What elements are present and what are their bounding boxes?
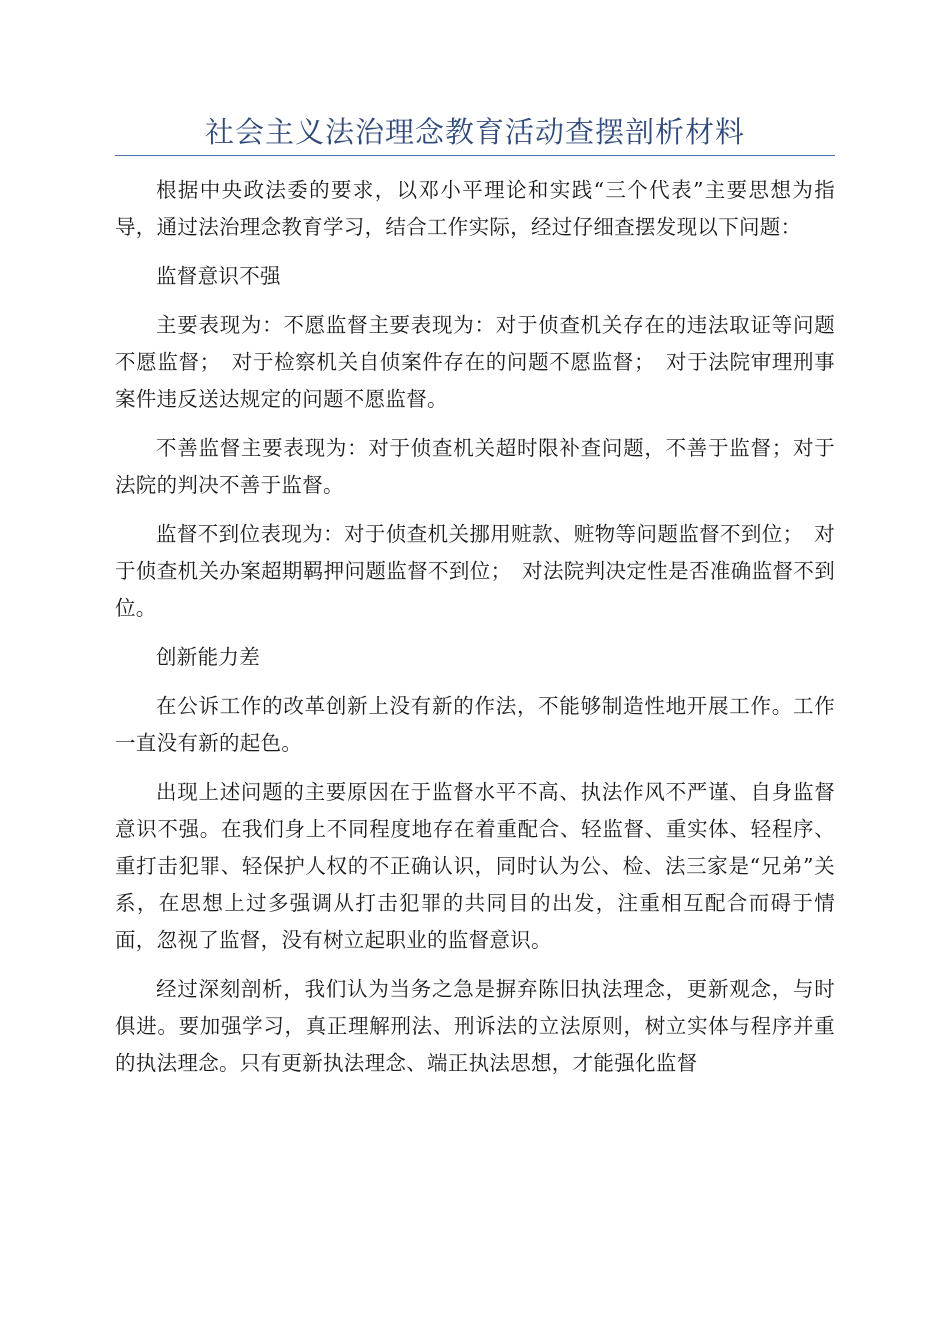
paragraph-inadequate-supervision: 监督不到位表现为：对于侦查机关挪用赃款、赃物等问题监督不到位； 对于侦查机关办案超期羁押问题监督不到位； 对法院判决定性是否准确监督不到位。 [115,522,835,620]
paragraph-causes: 出现上述问题的主要原因在于监督水平不高、执法作风不严谨、自身监督意识不强。在我们身上不同程度地存在着重配合、轻监督、重实体、轻程序、重打击犯罪、轻保护人权的不正确认识，同时认为公、检、法三家是“兄弟”关系，在思想上过多强调从打击犯罪的共同目的出发，注重相互配合而碍于情面，忽视了监督，没有树立起职业的监督意识。 [115,780,835,952]
title-block [115,110,835,156]
paragraph-unwilling-supervision: 主要表现为：不愿监督主要表现为：对于侦查机关存在的违法取证等问题不愿监督； 对于检察机关自侦案件存在的问题不愿监督； 对于法院审理刑事案件违反送达规定的问题不愿监督。 [115,313,835,411]
paragraph-intro: 根据中央政法委的要求，以邓小平理论和实践“三个代表”主要思想为指导，通过法治理念教育学习，结合工作实际，经过仔细查摆发现以下问题： [115,178,835,239]
document-body [115,172,835,1094]
section-heading-supervision-awareness: 监督意识不强 [156,264,281,288]
paragraph-poor-supervision: 不善监督主要表现为：对于侦查机关超时限补查问题，不善于监督；对于法院的判决不善于监督。 [115,436,835,497]
section-heading-innovation: 创新能力差 [156,645,260,669]
paragraph-analysis: 经过深刻剖析，我们认为当务之急是摒弃陈旧执法理念，更新观念，与时俱进。要加强学习，真正理解刑法、刑诉法的立法原则，树立实体与程序并重的执法理念。只有更新执法理念、端正执法思想，才能强化监督 [115,977,835,1075]
paragraph-innovation: 在公诉工作的改革创新上没有新的作法，不能够制造性地开展工作。工作一直没有新的起色。 [115,694,835,755]
document-title: 社会主义法治理念教育活动查摆剖析材料 [204,115,745,149]
title-underline [115,155,835,156]
